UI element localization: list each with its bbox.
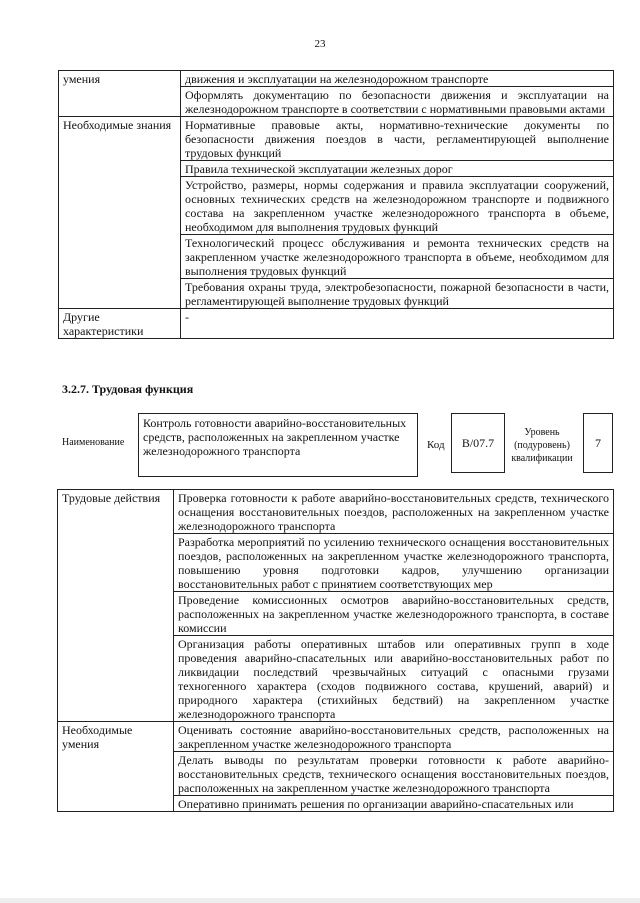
page-number: 23	[314, 38, 326, 50]
row-text: Требования охраны труда, электробезопасности, пожарной безопасности в части, регламентирующей выполнение трудовых функций	[181, 279, 614, 309]
page-bottom-edge	[0, 898, 640, 903]
row-label: Трудовые действия	[58, 490, 174, 722]
row-text: Оформлять документацию по безопасности движения и эксплуатации на железнодорожном транспорте в соответствии с нормативными правовыми актами	[181, 87, 614, 117]
table-labor-actions	[57, 489, 614, 812]
name-label: Наименование	[62, 437, 125, 448]
row-text: Делать выводы по результатам проверки готовности к работе аварийно-восстановительных средств, технического оснащения восстановительных поездов, расположенных на закрепленном участке железнодорожного транспорта	[174, 752, 614, 796]
row-text: Оперативно принимать решения по организации аварийно-спасательных или	[174, 796, 614, 812]
table-row	[58, 722, 614, 752]
code-label: Код	[427, 439, 445, 451]
row-text: -	[181, 309, 614, 339]
row-label: Другие характеристики	[59, 309, 181, 339]
row-label: умения	[59, 71, 181, 117]
row-text: Технологический процесс обслуживания и ремонта технических средств на закрепленном участке железнодорожного транспорта в объеме, необходимом для выполнения трудовых функций	[181, 235, 614, 279]
level-label: Уровень (подуровень) квалификации	[511, 427, 573, 464]
table-row	[58, 490, 614, 534]
row-text: Проведение комиссионных осмотров аварийно-восстановительных средств, расположенных на закрепленном участке железнодорожного транспорта, в составе комиссии	[174, 592, 614, 636]
section-title: 3.2.7. Трудовая функция	[62, 382, 194, 396]
code-value: B/07.7	[451, 413, 505, 473]
row-text: Организация работы оперативных штабов или оперативных групп в ходе проведения аварийно-спасательных или аварийно-восстановительных работ по ликвидации последствий чрезвычайных ситуаций с опасными грузами техногенного характера (сходов подвижного состава, крушений, аварий) и природного характера (стихийных бедствий) на закрепленном участке железнодорожного транспорта	[174, 636, 614, 722]
row-text: Разработка мероприятий по усилению технического оснащения восстановительных поездов, расположенных на закрепленном участке железнодорожного транспорта, повышению уровня подготовки кадров, улучшению организации восстановительных работ с принятием соответствующих мер	[174, 534, 614, 592]
table-knowledge-skills	[58, 70, 614, 339]
name-value: Контроль готовности аварийно-восстановительных средств, расположенных на закрепленном участке железнодорожного транспорта	[138, 413, 418, 477]
row-label: Необходимые умения	[58, 722, 174, 812]
row-text: Нормативные правовые акты, нормативно-технические документы по безопасности движения поездов в части, регламентирующей выполнение трудовых функций	[181, 117, 614, 161]
table-row	[59, 117, 614, 161]
table-row	[59, 71, 614, 87]
row-label: Необходимые знания	[59, 117, 181, 309]
level-value: 7	[583, 413, 613, 473]
row-text: движения и эксплуатации на железнодорожном транспорте	[181, 71, 614, 87]
table-row	[59, 309, 614, 339]
row-text: Устройство, размеры, нормы содержания и правила эксплуатации сооружений, основных технических средств на железнодорожном транспорте и подвижного состава на закрепленном участке железнодорожного транспорта в объеме, необходимом для выполнения трудовых функций	[181, 177, 614, 235]
row-text: Правила технической эксплуатации железных дорог	[181, 161, 614, 177]
row-text: Проверка готовности к работе аварийно-восстановительных средств, технического оснащения восстановительных поездов, расположенных на закрепленном участке железнодорожного транспорта	[174, 490, 614, 534]
row-text: Оценивать состояние аварийно-восстановительных средств, расположенных на закрепленном участке железнодорожного транспорта	[174, 722, 614, 752]
